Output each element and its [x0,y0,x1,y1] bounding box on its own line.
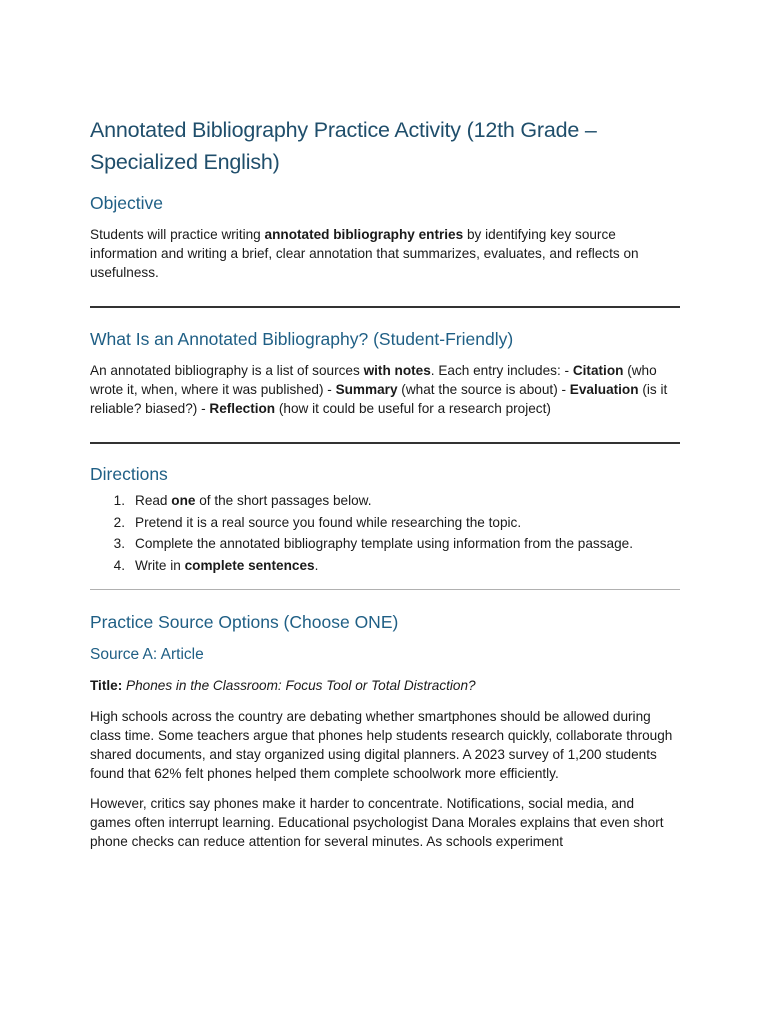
directions-heading: Directions [90,464,168,484]
section-divider [90,442,680,444]
what-is-text: An annotated bibliography is a list of sources with notes. Each entry includes: - Citation (who wrote it, when, where it was published) - Summary (what the source is about) - Evaluation (is it reliable? biased?) - Reflection (how it could be useful for a research project) [90,363,668,416]
section-divider [90,306,680,308]
objective-bold: annotated bibliography entries [264,227,464,242]
list-item: 3. Complete the annotated bibliography template using information from the passage. [113,536,633,551]
source-a-title: Title: Phones in the Classroom: Focus Tool or Total Distraction? [90,678,476,693]
list-item: 1. Read one of the short passages below. [113,493,372,508]
objective-text: Students will practice writing annotated bibliography entries by identifying key source information and writing a brief, clear annotation that summarizes, evaluates, and reflects on usefulness. [90,227,639,280]
source-a-heading: Source A: Article [90,646,204,663]
list-item: 4. Write in complete sentences. [113,557,319,573]
document-title: Annotated Bibliography Practice Activity (12th Grade – Specialized English) [90,118,597,174]
list-item: 2. Pretend it is a real source you found while researching the topic. [113,514,522,530]
source-a-paragraph-1: High schools across the country are debating whether smartphones should be allowed during class time. Some teachers argue that phones help students research quickly, collaborate through shared documents, and stay organized using digital planners. A 2023 survey of 1,200 students found that 62% felt phones helped them complete schoolwork more efficiently. [90,709,673,781]
objective-heading: Objective [90,193,163,213]
section-divider [90,589,680,590]
document-content [90,114,680,851]
source-a-paragraph-2: However, critics say phones make it harder to concentrate. Notifications, social media, and games often interrupt learning. Educational psychologist Dana Morales explains that even short phone checks can reduce attention for several minutes. As schools experiment [90,796,664,849]
practice-heading: Practice Source Options (Choose ONE) [90,612,399,632]
what-is-heading: What Is an Annotated Bibliography? (Student-Friendly) [90,329,514,349]
directions-list [90,490,680,576]
